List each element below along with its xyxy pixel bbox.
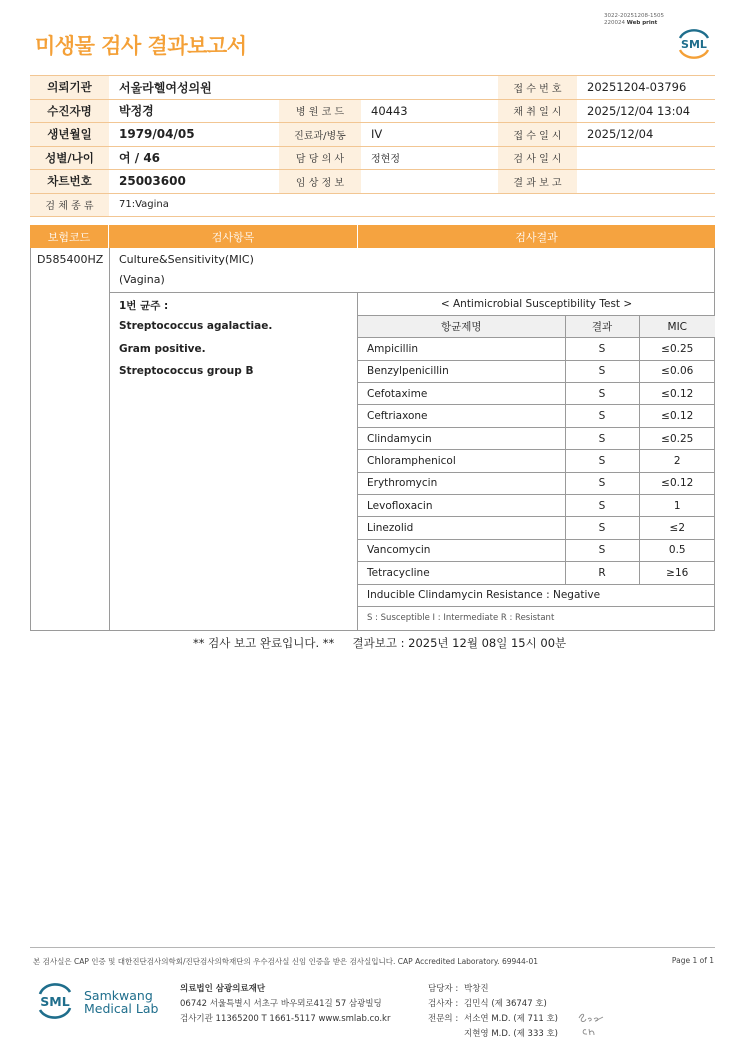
ast-row [358, 405, 715, 427]
ast-mic: ≤2 [639, 517, 715, 539]
results-header [30, 225, 715, 248]
organism-line: Streptococcus group B [119, 365, 254, 377]
info-row [30, 123, 715, 147]
ast-drug: Linezolid [358, 517, 565, 539]
ast-result: S [565, 383, 639, 405]
ast-mic: ≤0.25 [639, 338, 715, 360]
organization-info [180, 982, 390, 1027]
signatory-name: 김민식 (제 36747 호) [464, 999, 547, 1009]
patient-name: 박정경 [109, 99, 279, 123]
ast-header-row [358, 315, 715, 337]
clinical-info [361, 170, 498, 194]
ast-result: S [565, 360, 639, 382]
signatory-name: 서소연 M.D. (제 711 호) [464, 1014, 559, 1024]
print-label: Web print [626, 20, 658, 26]
label-test-time: 검 사 일 시 [498, 146, 577, 170]
test-time [577, 146, 715, 170]
ast-mic: 2 [639, 450, 715, 472]
ast-row [358, 517, 715, 539]
ast-result: S [565, 539, 639, 561]
signatory-name: 박창진 [464, 984, 489, 994]
label-birth-date: 생년월일 [30, 123, 109, 147]
ast-drug: Vancomycin [358, 539, 565, 561]
result-report [577, 170, 715, 194]
ast-mic: ≥16 [639, 562, 715, 584]
ast-header-drug: 항균제명 [358, 315, 565, 337]
signatory-row [428, 1012, 558, 1027]
ast-row [358, 472, 715, 494]
info-row [30, 99, 715, 123]
signatory-role: 검사자 : [428, 999, 459, 1009]
ast-drug: Ampicillin [358, 338, 565, 360]
label-chart-no: 차트번호 [30, 170, 109, 194]
department: IV [361, 123, 498, 147]
label-clinical-info: 임 상 정 보 [279, 170, 361, 194]
sml-logo-icon [674, 26, 714, 62]
label-patient-name: 수진자명 [30, 99, 109, 123]
organization-address: 06742 서울특별시 서초구 바우뫼로41길 57 삼광빌딩 [180, 999, 382, 1009]
ast-row [358, 360, 715, 382]
organization-contact: 검사기관 11365200 T 1661-5117 www.smlab.co.kr [180, 1014, 391, 1024]
signatory-row [428, 1027, 558, 1042]
accreditation-note: 본 검사실은 CAP 인증 및 대한진단검사의학회/진단검사의학재단의 우수검사실 신임 인증을 받은 검사실입니다. CAP Accredited Laboratory. 69944-01 [33, 957, 539, 966]
ast-result: S [565, 517, 639, 539]
collection-time: 2025/12/04 13:04 [577, 99, 715, 123]
ast-mic: 1 [639, 495, 715, 517]
ast-result: S [565, 495, 639, 517]
completion-note: ** 검사 보고 완료입니다. ** 결과보고 : 2025년 12월 08일 15시 00분 [193, 636, 567, 650]
ast-mic: ≤0.06 [639, 360, 715, 382]
test-specimen: (Vagina) [119, 273, 165, 286]
ast-title: < Antimicrobial Susceptibility Test > [440, 297, 633, 310]
divider-line [109, 248, 110, 631]
organism-line: Gram positive. [119, 343, 206, 355]
ast-header-mic: MIC [639, 315, 715, 337]
label-receipt-time: 접 수 일 시 [498, 123, 577, 147]
ast-row [358, 383, 715, 405]
ast-drug: Ceftriaxone [358, 405, 565, 427]
ast-drug: Levofloxacin [358, 495, 565, 517]
ast-legend-row [358, 606, 715, 628]
info-row [30, 170, 715, 194]
ast-result: S [565, 472, 639, 494]
ast-row [358, 338, 715, 360]
specimen-type: 71:Vagina [109, 193, 715, 217]
ast-table [358, 293, 715, 629]
report-title: 미생물 검사 결과보고서 [35, 34, 247, 58]
page-number: Page 1 of 1 [671, 956, 714, 965]
signatories [428, 982, 558, 1042]
label-doctor: 담 당 의 사 [279, 146, 361, 170]
birth-date: 1979/04/05 [109, 123, 279, 147]
ast-title-row [358, 293, 715, 315]
ast-row [358, 539, 715, 561]
signatory-name: 지현영 M.D. (제 333 호) [464, 1029, 559, 1039]
print-code-line1: 3022-20251208-1505 [604, 13, 664, 19]
ast-mic: ≤0.25 [639, 427, 715, 449]
requesting-clinic: 서울라헬여성의원 [109, 76, 498, 100]
ast-inducible-row [358, 584, 715, 606]
organization-name: 의료법인 삼광의료재단 [180, 984, 266, 994]
ast-result: R [565, 562, 639, 584]
receipt-time: 2025/12/04 [577, 123, 715, 147]
sml-footer-logo-text: SML [40, 994, 70, 1009]
signatory-row [428, 997, 558, 1012]
header-test-item: 검사항목 [109, 225, 358, 248]
label-receipt-no: 접 수 번 호 [498, 76, 577, 100]
receipt-no: 20251204-03796 [577, 76, 715, 100]
signatory-role: 담당자 : [428, 984, 459, 994]
info-row [30, 146, 715, 170]
info-row [30, 76, 715, 100]
doctor: 정현정 [361, 146, 498, 170]
ast-mic: ≤0.12 [639, 383, 715, 405]
ast-drug: Erythromycin [358, 472, 565, 494]
ast-mic: 0.5 [639, 539, 715, 561]
info-row [30, 193, 715, 217]
insurance-code: D585400HZ [37, 253, 104, 266]
sml-logo-text: SML [681, 38, 707, 51]
ast-drug: Cefotaxime [358, 383, 565, 405]
organism-line: Streptococcus agalactiae. [119, 320, 273, 332]
sex-age: 여 / 46 [109, 146, 279, 170]
footer-divider [30, 947, 715, 948]
ast-header-result: 결과 [565, 315, 639, 337]
ast-mic: ≤0.12 [639, 472, 715, 494]
sml-footer-logo-icon [35, 978, 75, 1024]
print-code [604, 13, 664, 27]
ast-result: S [565, 338, 639, 360]
label-requesting-clinic: 의뢰기관 [30, 76, 109, 100]
handwritten-signature-icon [576, 1008, 610, 1040]
ast-result: S [565, 427, 639, 449]
ast-legend: S : Susceptible I : Intermediate R : Resistant [358, 606, 715, 628]
print-code-line2: 220024 [604, 20, 625, 26]
label-sex-age: 성별/나이 [30, 146, 109, 170]
brand-line1: Samkwang [84, 988, 153, 1003]
header-test-result: 검사결과 [515, 230, 558, 244]
ast-result: S [565, 450, 639, 472]
label-specimen-type: 검 체 종 류 [30, 193, 109, 217]
label-department: 진료과/병동 [279, 123, 361, 147]
ast-drug: Benzylpenicillin [358, 360, 565, 382]
patient-info-table [30, 75, 715, 217]
ast-result: S [565, 405, 639, 427]
results-body [30, 248, 715, 631]
ast-row [358, 450, 715, 472]
signatory-role: 전문의 : [428, 1014, 459, 1024]
label-collection-time: 채 취 일 시 [498, 99, 577, 123]
ast-row [358, 427, 715, 449]
chart-no: 25003600 [109, 170, 279, 194]
ast-row [358, 495, 715, 517]
ast-drug: Clindamycin [358, 427, 565, 449]
brand-name [84, 989, 158, 1015]
label-result-report: 결 과 보 고 [498, 170, 577, 194]
organism-label: 1번 균주 : [119, 300, 169, 312]
test-name: Culture&Sensitivity(MIC) [119, 253, 254, 266]
brand-line2: Medical Lab [84, 1001, 159, 1016]
ast-row [358, 562, 715, 584]
ast-drug: Chloramphenicol [358, 450, 565, 472]
ast-mic: ≤0.12 [639, 405, 715, 427]
signatory-row [428, 982, 558, 997]
header-insurance-code: 보험코드 [30, 225, 109, 248]
label-hospital-code: 병 원 코 드 [279, 99, 361, 123]
hospital-code: 40443 [361, 99, 498, 123]
ast-drug: Tetracycline [358, 562, 565, 584]
inducible-clindamycin: Inducible Clindamycin Resistance : Negative [358, 584, 715, 606]
